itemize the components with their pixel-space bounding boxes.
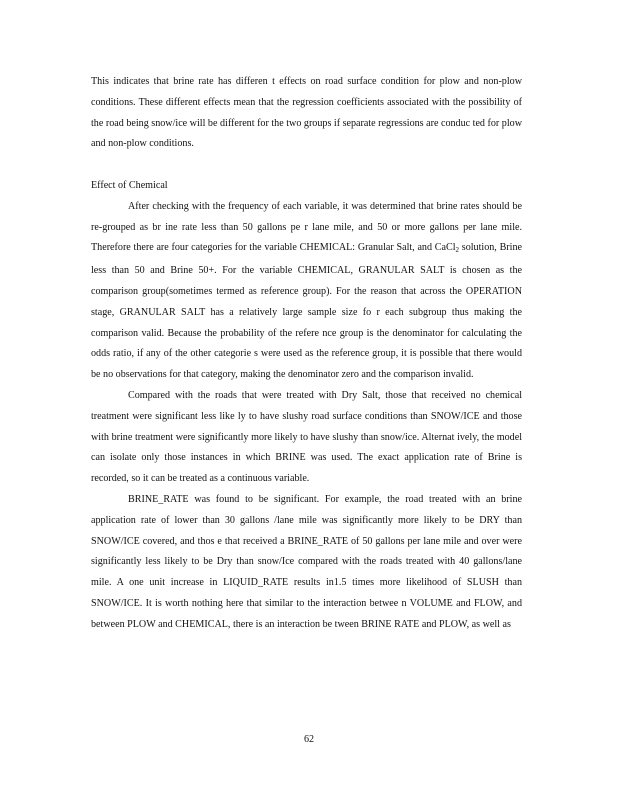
paragraph-chemical-categories-text-1: After checking with the frequency of each variable, it was determined that brine rates should be re-grouped as br ine rate less than 50 gallons pe r lane mile, and 50 or more gallons per lane mile. Therefore there are four categories for the variable CHEMICAL: Granular Salt, and CaCl	[91, 200, 522, 254]
paragraph-dry-salt-comparison: Compared with the roads that were treated with Dry Salt, those that received no chemical treatment were significant less like ly to have slushy road surface conditions than SNOW/ICE and those with brine treatment were significantly more likely to have slushy than snow/ice. Alternat ively, the model can isolate only those instances in which BRINE was used. The exact application rate of Brine is recorded, so it can be treated as a continuous variable.	[91, 389, 522, 485]
paragraph-spacer	[91, 155, 522, 176]
paragraph-brine-rate-significance: BRINE_RATE was found to be significant. For example, the road treated with an brine application rate of lower than 30 gallons /lane mile was significantly more likely to be DRY than SNOW/ICE covered, and thos e that received a BRINE_RATE of 50 gallons per lane mile and over were significantly less likely to be Dry than snow/Ice compared with the roads treated with 40 gallons/lane mile. A one unit increase in LIQUID_RATE results in1.5 times more likelihood of SLUSH than SNOW/ICE. It is worth nothing here that similar to the interaction betwee n VOLUME and FLOW, and between PLOW and CHEMICAL, there is an interaction be tween BRINE RATE and PLOW, as well as	[91, 493, 522, 630]
section-heading-effect-of-chemical: Effect of Chemical	[91, 179, 168, 191]
body-text	[91, 72, 522, 636]
cacl-subscript: 2	[455, 246, 460, 255]
page-number: 62	[303, 734, 315, 745]
paragraph-chemical-categories-text-2: solution, Brine less than 50 and Brine 50+. For the variable CHEMICAL, GRANULAR SALT is chosen as the comparison group(sometimes termed as reference group). For the reason that across the OPERATION stage, GRANULAR SALT has a relatively large sample size fo r each subgroup thus making the comparison valid. Because the probability of the refere nce group is the denominator for calculating the odds ratio, if any of the other categorie s were used as the reference group, it is possible that there would be no observations for that category, making the denominator zero and the comparison invalid.	[91, 242, 523, 381]
paragraph-chemical-categories	[91, 197, 522, 386]
paragraph-brine-rate-effects: This indicates that brine rate has differen t effects on road surface condition for plow and non-plow conditions. These different effects mean that the regression coefficients associated with the possibility of the road being snow/ice will be different for the two groups if separate regressions are conduc ted for plow and non-plow conditions.	[91, 76, 522, 150]
